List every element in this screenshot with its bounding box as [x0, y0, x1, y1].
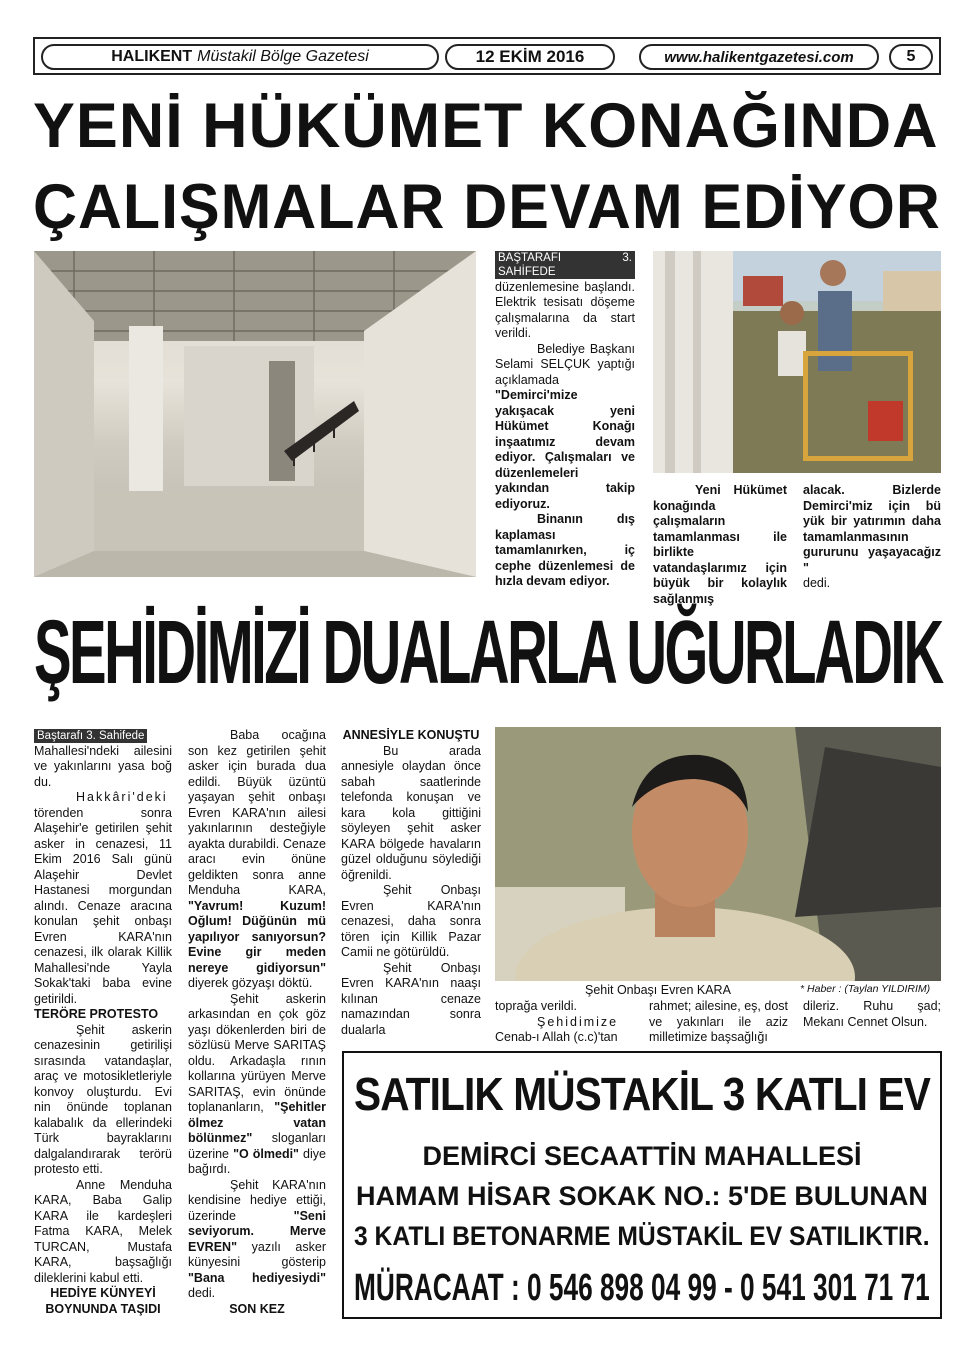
- story1-column3: [803, 483, 941, 592]
- story2-headline: ŞEHİDİMİZİ DUALARLA UĞURLADIK: [34, 603, 942, 703]
- ad-description: 3 KATLI BETONARME MÜSTAKİL EV SATILIKTIR.: [354, 1221, 930, 1251]
- story2-paragraph: toprağa verildi.: [495, 999, 577, 1013]
- soldier-portrait-photo: [495, 727, 941, 981]
- story1-paragraph: dedi.: [803, 576, 831, 590]
- workers-illustration: [653, 251, 941, 473]
- story2-paragraph: dileriz. Ruhu şad; Mekanı Cennet Olsun.: [803, 999, 941, 1029]
- continued-tag: BAŞTARAFI 3. SAHİFEDE: [495, 251, 635, 279]
- paper-name: HALIKENT: [111, 48, 193, 65]
- story2-quote: "Şehitler ölmez vatan bölünmez": [188, 1100, 326, 1145]
- story2-paragraph: [188, 992, 326, 1178]
- story2-text: yazılı asker künyesini gösterip: [188, 1239, 326, 1269]
- soldier-portrait-illustration: [495, 727, 941, 981]
- story1-text: Belediye Başkanı Selami SELÇUK yaptığı açıklamada: [495, 341, 635, 387]
- story1-paragraph: düzenlemesine başlandı. Elektrik tesisatı döşeme çalışmalarına da start verildi.: [495, 279, 635, 340]
- story1-paragraph: Binanın dış kaplaması tamamlanırken, iç cephe düzenlemesi de hızla devam ediyor.: [495, 512, 635, 588]
- story2-paragraph: Cenab-ı Allah (c.c)'tan: [495, 1030, 618, 1044]
- story2-paragraph: [34, 790, 172, 1007]
- story1-paragraph: Yeni Hükümet konağında çalışmaların tamamlanması ile birlikte vatandaşlarımız için büyük bir kolaylık sağlanmış: [653, 483, 787, 606]
- story2-paragraph: Şehidimize: [537, 1014, 619, 1029]
- story2-column4: [495, 999, 635, 1046]
- subheading: SON KEZ: [229, 1301, 285, 1316]
- byline-star: *: [800, 983, 805, 995]
- story2-column5: [649, 999, 788, 1046]
- story2-text: Şehit KARA'nın kendisine hediye ettiği, üzerinde: [188, 1177, 326, 1223]
- page-number: 5: [889, 44, 933, 70]
- story2-paragraph: [188, 1178, 326, 1302]
- story2-column3: [341, 728, 481, 1038]
- story1-column1: [495, 251, 635, 590]
- story2-text: Şehit askerin arkasından en çok göz yaşı dökenlerden biri de sözlüsü Merve SARITAŞ oldu. Arkadaşla rının kollarına yürüyen Merve SARITAŞ, evin önünde toplananların,: [188, 991, 326, 1114]
- continued-tag: Baştarafı 3. Sahifede: [34, 729, 147, 743]
- story2-paragraph: [188, 728, 326, 992]
- story2-paragraph: Anne Menduha KARA, Baba Galip KARA ile kardeşleri Fatma KARA, Melek TURCAN, Mustafa KARA, başsağlığı dileklerini kabul etti.: [34, 1177, 172, 1285]
- story2-column6: [803, 999, 941, 1030]
- paper-name-pill: [41, 44, 439, 70]
- story2-text: Baba ocağına son kez getirilen şehit asker için burada dua edildi. Büyük üzüntü yaşayan şehit onbaşı Evren KARA'nın ailesi yakınlarının desteğiyle ayakta durabildi. Cenaze aracı evin önüne geldikten sonra anne Menduha KARA,: [188, 728, 326, 897]
- paper-subtitle: Müstakil Bölge Gazetesi: [197, 48, 369, 65]
- website-link[interactable]: www.halikentgazetesi.com: [639, 44, 879, 70]
- story1-quote: "Demirci'mize yakışacak yeni Hükümet Konağı inşaatımız devam ediyor. Çalışmaları ve düzenlemeleri yakından takip ediyoruz.: [495, 388, 635, 511]
- story2-paragraph: Bu arada annesiyle olaydan önce sabah saatlerinde telefonda konuşan ve kara kola gittiğini söyleyen şehit asker KARA bölgede havaların güzel olduğunu söylediği öğrenildi.: [341, 743, 481, 882]
- ad-title: SATILIK MÜSTAKİL 3 KATLI EV: [354, 1068, 930, 1120]
- subheading: ANNESİYLE KONUŞTU: [342, 728, 480, 742]
- ad-neighborhood: DEMİRCİ SECAATTİN MAHALLESİ: [422, 1141, 862, 1171]
- story2-text: Hakkâri'deki: [76, 790, 168, 804]
- story2-text: sloganları üzerine: [188, 1131, 326, 1161]
- construction-interior-illustration: [34, 251, 476, 577]
- story2-text: diye bağırdı.: [188, 1146, 326, 1176]
- story1-headline-line2: ÇALIŞMALAR DEVAM EDİYOR: [33, 172, 941, 242]
- story1-paragraph: alacak. Bizlerde Demirci'miz için bü yük bir yatırımın daha tamamlanmasının gururunu yaşayacağız ": [803, 483, 941, 575]
- story2-paragraph: Şehit askerin cenazesinin getirilişi sırasında vatandaşlar, araç ve motosikletleriyle konvoy oluşturdu. Evi nin önünde toplanan kalabalık da ellerindeki Türk bayraklarını dalgalandırarak terörü protesto etti.: [34, 1022, 172, 1176]
- story2-paragraph: rahmet; ailesine, eş, dost ve yakınları ile aziz milletimize başsağlığı: [649, 999, 788, 1044]
- story2-text: törenden sonra Alaşehir'e getirilen şehit asker in cenazesi, 11 Ekim 2016 Salı günü Alaşehir Devlet Hastanesi morgundan alındı. Cenaze aracına konulan şehit onbaşı Evren KARA'nın cenazesi, ilk olarak Killik Mahallesi'nde Yayla Sokak'taki baba evine getirildi.: [34, 805, 172, 1006]
- byline-text: Haber : (Taylan YILDIRIM): [807, 983, 931, 995]
- story2-quote: "Seni seviyorum. Merve EVREN": [188, 1208, 326, 1254]
- issue-date: 12 EKİM 2016: [445, 44, 615, 70]
- ad-address: HAMAM HİSAR SOKAK NO.: 5'DE BULUNAN: [356, 1181, 928, 1211]
- story2-text: diyerek gözyaşı döktü.: [188, 976, 313, 990]
- story2-column1: [34, 728, 172, 1317]
- subheading: TERÖRE PROTESTO: [34, 1007, 159, 1021]
- story1-column2: [653, 483, 787, 607]
- ad-contact-phones[interactable]: MÜRACAAT : 0 546 898 04 99 - 0 541 301 71 71: [354, 1267, 930, 1309]
- story2-quote: "Bana hediyesiydi": [188, 1270, 326, 1285]
- masthead-bar: [33, 37, 941, 75]
- subheading: HEDİYE KÜNYEYİ BOYNUNDA TAŞIDI: [45, 1286, 161, 1316]
- story2-quote: "O ölmedi": [233, 1146, 299, 1161]
- story2-quote: "Yavrum! Kuzum! Oğlum! Düğünün mü yapılıyor sanıyorsun? Evine gir meden nereye gidiyorsun": [188, 898, 326, 975]
- construction-interior-photo: [34, 251, 476, 577]
- workers-photo: [653, 251, 941, 473]
- story2-paragraph: Mahallesi'ndeki ailesini ve yakınlarını yasa boğ du.: [34, 743, 172, 789]
- story2-column2: [188, 728, 326, 1317]
- byline: [800, 983, 930, 995]
- story1-headline-line1: YENİ HÜKÜMET KONAĞINDA: [33, 91, 939, 161]
- story2-paragraph: Şehit Onbaşı Evren KARA'nın naaşı kılınan cenaze namazından sonra dualarla: [341, 960, 481, 1037]
- classified-ad: [342, 1051, 942, 1319]
- story1-paragraph: [495, 342, 635, 513]
- story2-paragraph: Şehit Onbaşı Evren KARA'nın cenazesi, daha sonra tören için Killik Pazar Camii ne götürüldü.: [341, 883, 481, 959]
- story2-text: dedi.: [188, 1286, 216, 1300]
- photo-caption: Şehit Onbaşı Evren KARA: [585, 983, 731, 997]
